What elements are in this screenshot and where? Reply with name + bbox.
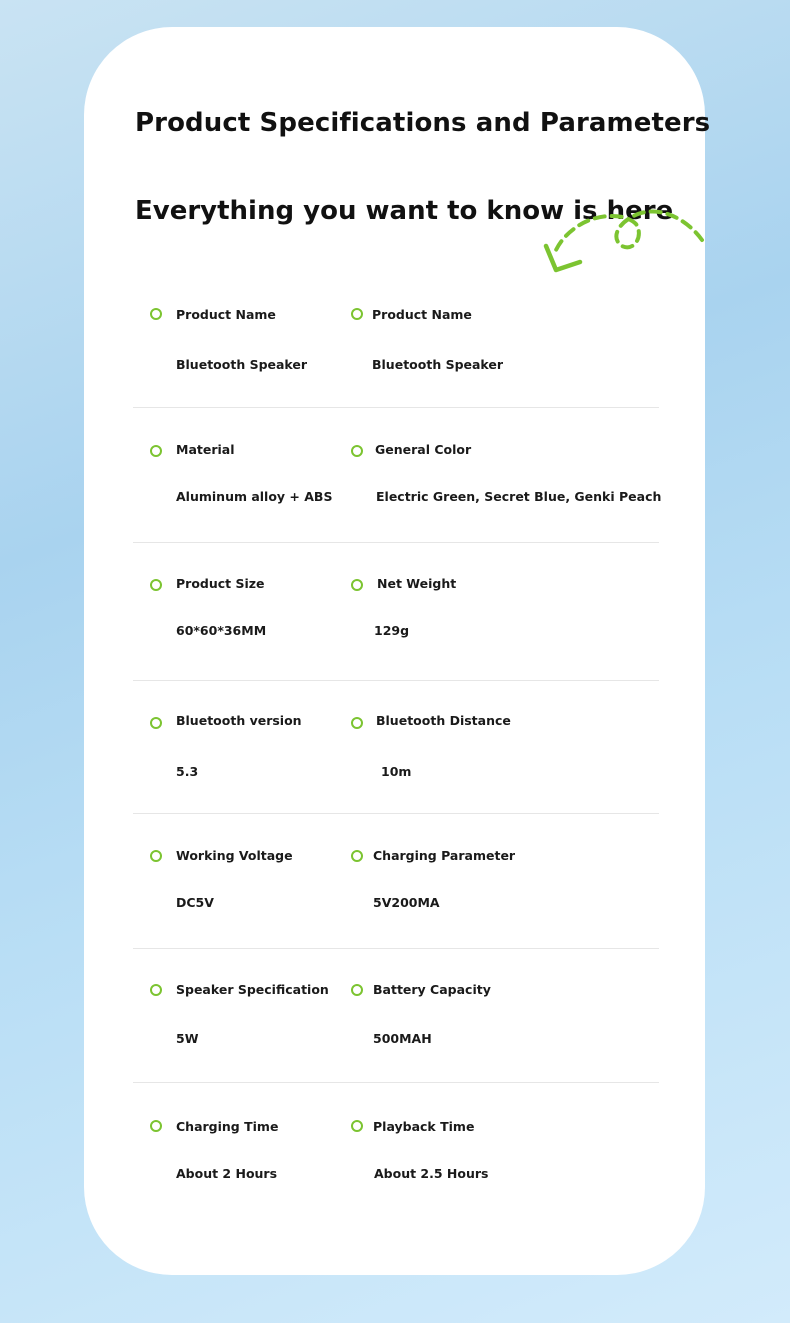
bullet-dot-icon bbox=[351, 1120, 363, 1132]
spec-value: About 2 Hours bbox=[176, 1166, 278, 1181]
spec-row bbox=[133, 1112, 659, 1232]
spec-label: Playback Time bbox=[373, 1119, 475, 1134]
spec-label: Material bbox=[176, 442, 235, 457]
spec-value: 129g bbox=[374, 623, 410, 638]
spec-label: Product Name bbox=[372, 307, 472, 322]
spec-value: Aluminum alloy + ABS bbox=[176, 489, 333, 504]
dashed-curved-arrow-icon bbox=[538, 196, 708, 280]
spec-row bbox=[133, 841, 659, 961]
bullet-dot-icon bbox=[150, 308, 162, 320]
row-divider bbox=[133, 1082, 659, 1083]
row-divider bbox=[133, 948, 659, 949]
spec-label: Product Name bbox=[176, 307, 276, 322]
bullet-dot-icon bbox=[351, 579, 363, 591]
row-divider bbox=[133, 407, 659, 408]
spec-value: 5V200MA bbox=[373, 895, 440, 910]
bullet-dot-icon bbox=[150, 579, 162, 591]
bullet-dot-icon bbox=[351, 445, 363, 457]
spec-value: About 2.5 Hours bbox=[374, 1166, 489, 1181]
spec-label: General Color bbox=[375, 442, 472, 457]
spec-label: Working Voltage bbox=[176, 848, 293, 863]
bullet-dot-icon bbox=[351, 717, 363, 729]
bullet-dot-icon bbox=[150, 984, 162, 996]
spec-row bbox=[133, 706, 659, 826]
spec-value: 60*60*36MM bbox=[176, 623, 267, 638]
spec-label: Product Size bbox=[176, 576, 265, 591]
spec-label: Charging Time bbox=[176, 1119, 279, 1134]
spec-label: Net Weight bbox=[377, 576, 457, 591]
spec-value: Bluetooth Speaker bbox=[176, 357, 308, 372]
spec-label: Battery Capacity bbox=[373, 982, 491, 997]
spec-value: Bluetooth Speaker bbox=[372, 357, 504, 372]
spec-label: Speaker Specification bbox=[176, 982, 329, 997]
spec-label: Bluetooth version bbox=[176, 713, 302, 728]
bullet-dot-icon bbox=[150, 850, 162, 862]
spec-value: 500MAH bbox=[373, 1031, 432, 1046]
row-divider bbox=[133, 813, 659, 814]
bullet-dot-icon bbox=[150, 1120, 162, 1132]
bullet-dot-icon bbox=[351, 984, 363, 996]
bullet-dot-icon bbox=[150, 445, 162, 457]
bullet-dot-icon bbox=[150, 717, 162, 729]
spec-value: 10m bbox=[381, 764, 412, 779]
spec-label: Charging Parameter bbox=[373, 848, 516, 863]
spec-row bbox=[133, 975, 659, 1095]
spec-row bbox=[133, 569, 659, 689]
spec-value: DC5V bbox=[176, 895, 214, 910]
row-divider bbox=[133, 680, 659, 681]
page-subtitle: Everything you want to know is here bbox=[135, 196, 674, 226]
spec-row bbox=[133, 300, 659, 420]
page-title: Product Specifications and Parameters bbox=[135, 108, 711, 138]
spec-row bbox=[133, 435, 662, 555]
spec-value: 5.3 bbox=[176, 764, 199, 779]
bullet-dot-icon bbox=[351, 308, 363, 320]
bullet-dot-icon bbox=[351, 850, 363, 862]
spec-value: Electric Green, Secret Blue, Genki Peach bbox=[376, 489, 662, 504]
spec-value: 5W bbox=[176, 1031, 199, 1046]
spec-label: Bluetooth Distance bbox=[376, 713, 511, 728]
row-divider bbox=[133, 542, 659, 543]
